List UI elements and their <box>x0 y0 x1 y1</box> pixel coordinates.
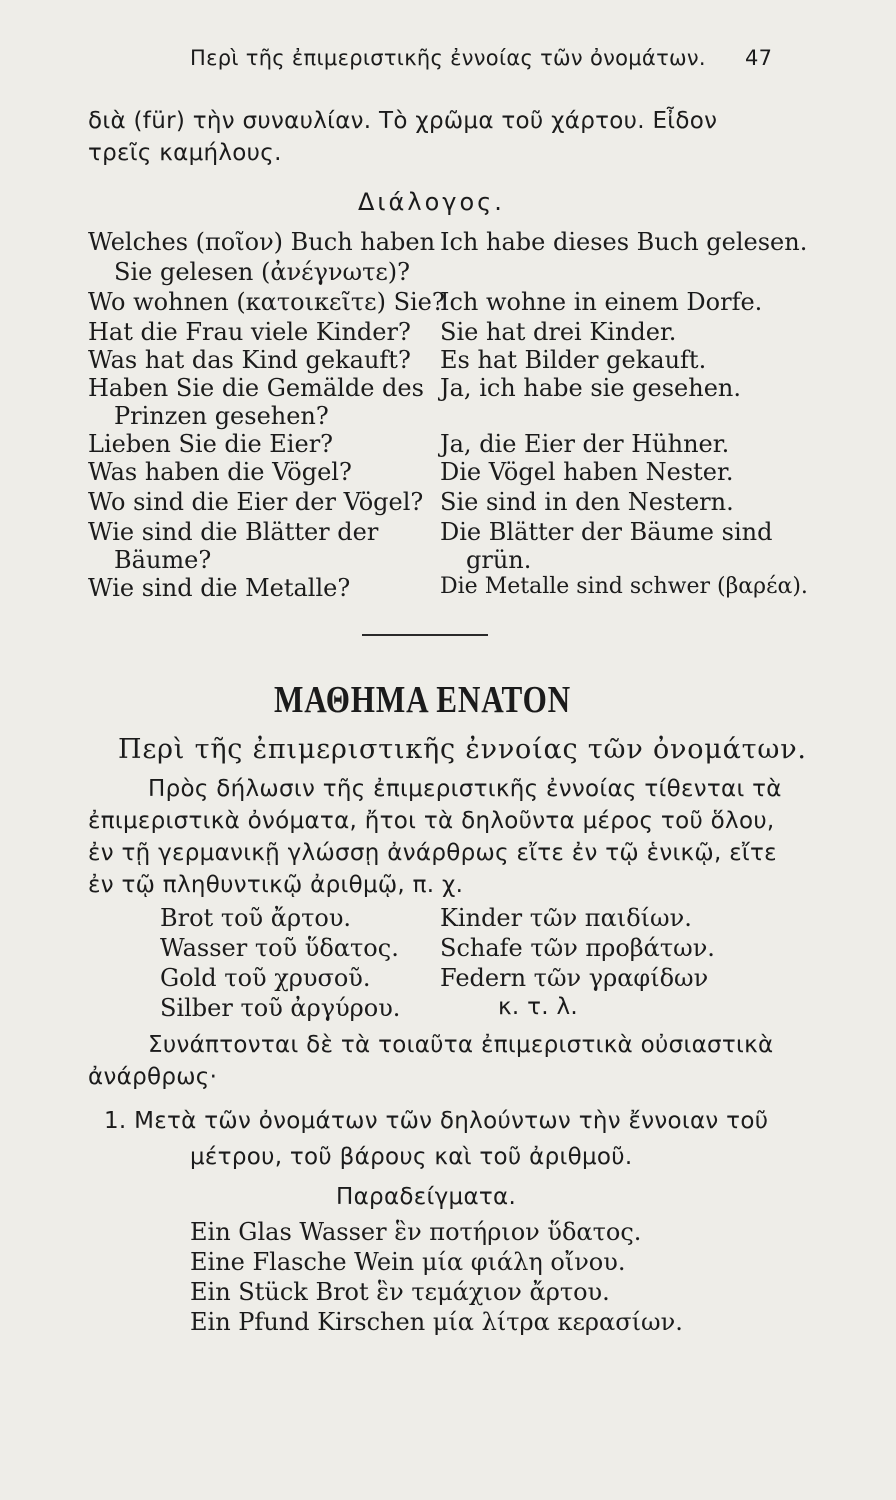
page-number: 47 <box>745 46 773 70</box>
rule-1-line: 1. Μετὰ τῶν ὀνομάτων τῶν δηλούντων τὴν ἔννοιαν τοῦ <box>104 1108 769 1134</box>
example-phrase: Ein Stück Brot ἓν τεμάχιον ἄρτου. <box>190 1278 610 1306</box>
dialogue-left-line: Haben Sie die Gemälde des <box>88 374 424 402</box>
lesson-title: ΜΑΘΗΜΑ ΕΝΑΤΟΝ <box>274 679 571 721</box>
dialogue-right-line: Die Blätter der Bäume sind <box>440 518 773 546</box>
dialogue-right-line: Die Vögel haben Nester. <box>440 458 734 486</box>
dialogue-left-line: Hat die Frau viele Kinder? <box>88 318 411 346</box>
example-right: Schafe τῶν προβάτων. <box>440 934 715 962</box>
paragraph-line: Πρὸς δήλωσιν τῆς ἐπιμεριστικῆς ἐννοίας τίθενται τὰ <box>148 776 782 802</box>
dialogue-left-line: Prinzen gesehen? <box>114 402 329 430</box>
dialogue-right-line: Ja, die Eier der Hühner. <box>440 430 730 458</box>
example-left: Gold τοῦ χρυσοῦ. <box>160 964 371 992</box>
dialogue-left-line: Wo wohnen (κατοικεῖτε) Sie? <box>88 288 445 316</box>
dialogue-right-line: grün. <box>466 546 532 574</box>
dialogue-right-line: Ja, ich habe sie gesehen. <box>440 374 742 402</box>
section-divider <box>362 634 488 636</box>
dialogue-left-line: Wo sind die Eier der Vögel? <box>88 488 424 516</box>
example-left: Silber τοῦ ἀργύρου. <box>160 994 401 1022</box>
paragraph2-line: Συνάπτονται δὲ τὰ τοιαῦτα ἐπιμεριστικὰ οὐσιαστικὰ <box>148 1032 774 1058</box>
dialogue-left-line: Lieben Sie die Eier? <box>88 430 334 458</box>
example-phrase: Ein Glas Wasser ἓν ποτήριον ὕδατος. <box>190 1218 642 1246</box>
dialogue-left-line: Welches (ποῖον) Buch haben <box>88 228 436 256</box>
paragraph-line: ἐν τῷ πληθυντικῷ ἀριθμῷ, π. χ. <box>88 872 464 898</box>
example-left: Brot τοῦ ἄρτου. <box>160 904 352 932</box>
lesson-subtitle: Περὶ τῆς ἐπιμεριστικῆς ἐννοίας τῶν ὀνομάτων. <box>118 734 807 765</box>
paragraph2-line: ἀνάρθρως· <box>88 1064 218 1090</box>
dialogue-right-line: Die Metalle sind schwer (βαρέα). <box>440 574 808 599</box>
dialogue-left-line: Wie sind die Metalle? <box>88 574 351 602</box>
example-right: Federn τῶν γραφίδων <box>440 964 709 992</box>
dialogue-right-line: Ich habe dieses Buch gelesen. <box>440 228 808 256</box>
examples-heading: Παραδείγματα. <box>336 1184 517 1210</box>
example-right: Kinder τῶν παιδίων. <box>440 904 692 932</box>
dialogue-left-line: Bäume? <box>114 546 212 574</box>
paragraph-line: ἐπιμεριστικὰ ὀνόματα, ἤτοι τὰ δηλοῦντα μέρος τοῦ ὅλου, <box>88 808 775 834</box>
paragraph-line: ἐν τῇ γερμανικῇ γλώσσῃ ἀνάρθρως εἴτε ἐν τῷ ἑνικῷ, εἴτε <box>88 840 777 866</box>
intro-line-2: τρεῖς καμήλους. <box>88 140 282 166</box>
example-phrase: Eine Flasche Wein μία φιάλη οἴνου. <box>190 1248 626 1276</box>
dialogue-right-line: Sie sind in den Nestern. <box>440 488 734 516</box>
rule-1-line: μέτρου, τοῦ βάρους καὶ τοῦ ἀριθμοῦ. <box>190 1144 633 1170</box>
dialogue-heading: Διάλογος. <box>358 188 505 216</box>
dialogue-right-line: Es hat Bilder gekauft. <box>440 346 707 374</box>
dialogue-left-line: Was haben die Vögel? <box>88 458 352 486</box>
example-right: κ. τ. λ. <box>498 994 578 1020</box>
example-left: Wasser τοῦ ὕδατος. <box>160 934 399 962</box>
example-phrase: Ein Pfund Kirschen μία λίτρα κερασίων. <box>190 1308 683 1336</box>
dialogue-right-line: Ich wohne in einem Dorfe. <box>440 288 763 316</box>
dialogue-left-line: Sie gelesen (ἀνέγνωτε)? <box>114 258 411 286</box>
dialogue-left-line: Was hat das Kind gekauft? <box>88 346 411 374</box>
running-title: Περὶ τῆς ἐπιμεριστικῆς ἐννοίας τῶν ὀνομάτων. <box>190 46 706 70</box>
intro-line-1: διὰ (für) τὴν συναυλίαν. Τὸ χρῶμα τοῦ χάρτου. Εἶδον <box>88 108 718 134</box>
dialogue-right-line: Sie hat drei Kinder. <box>440 318 677 346</box>
dialogue-left-line: Wie sind die Blätter der <box>88 518 379 546</box>
